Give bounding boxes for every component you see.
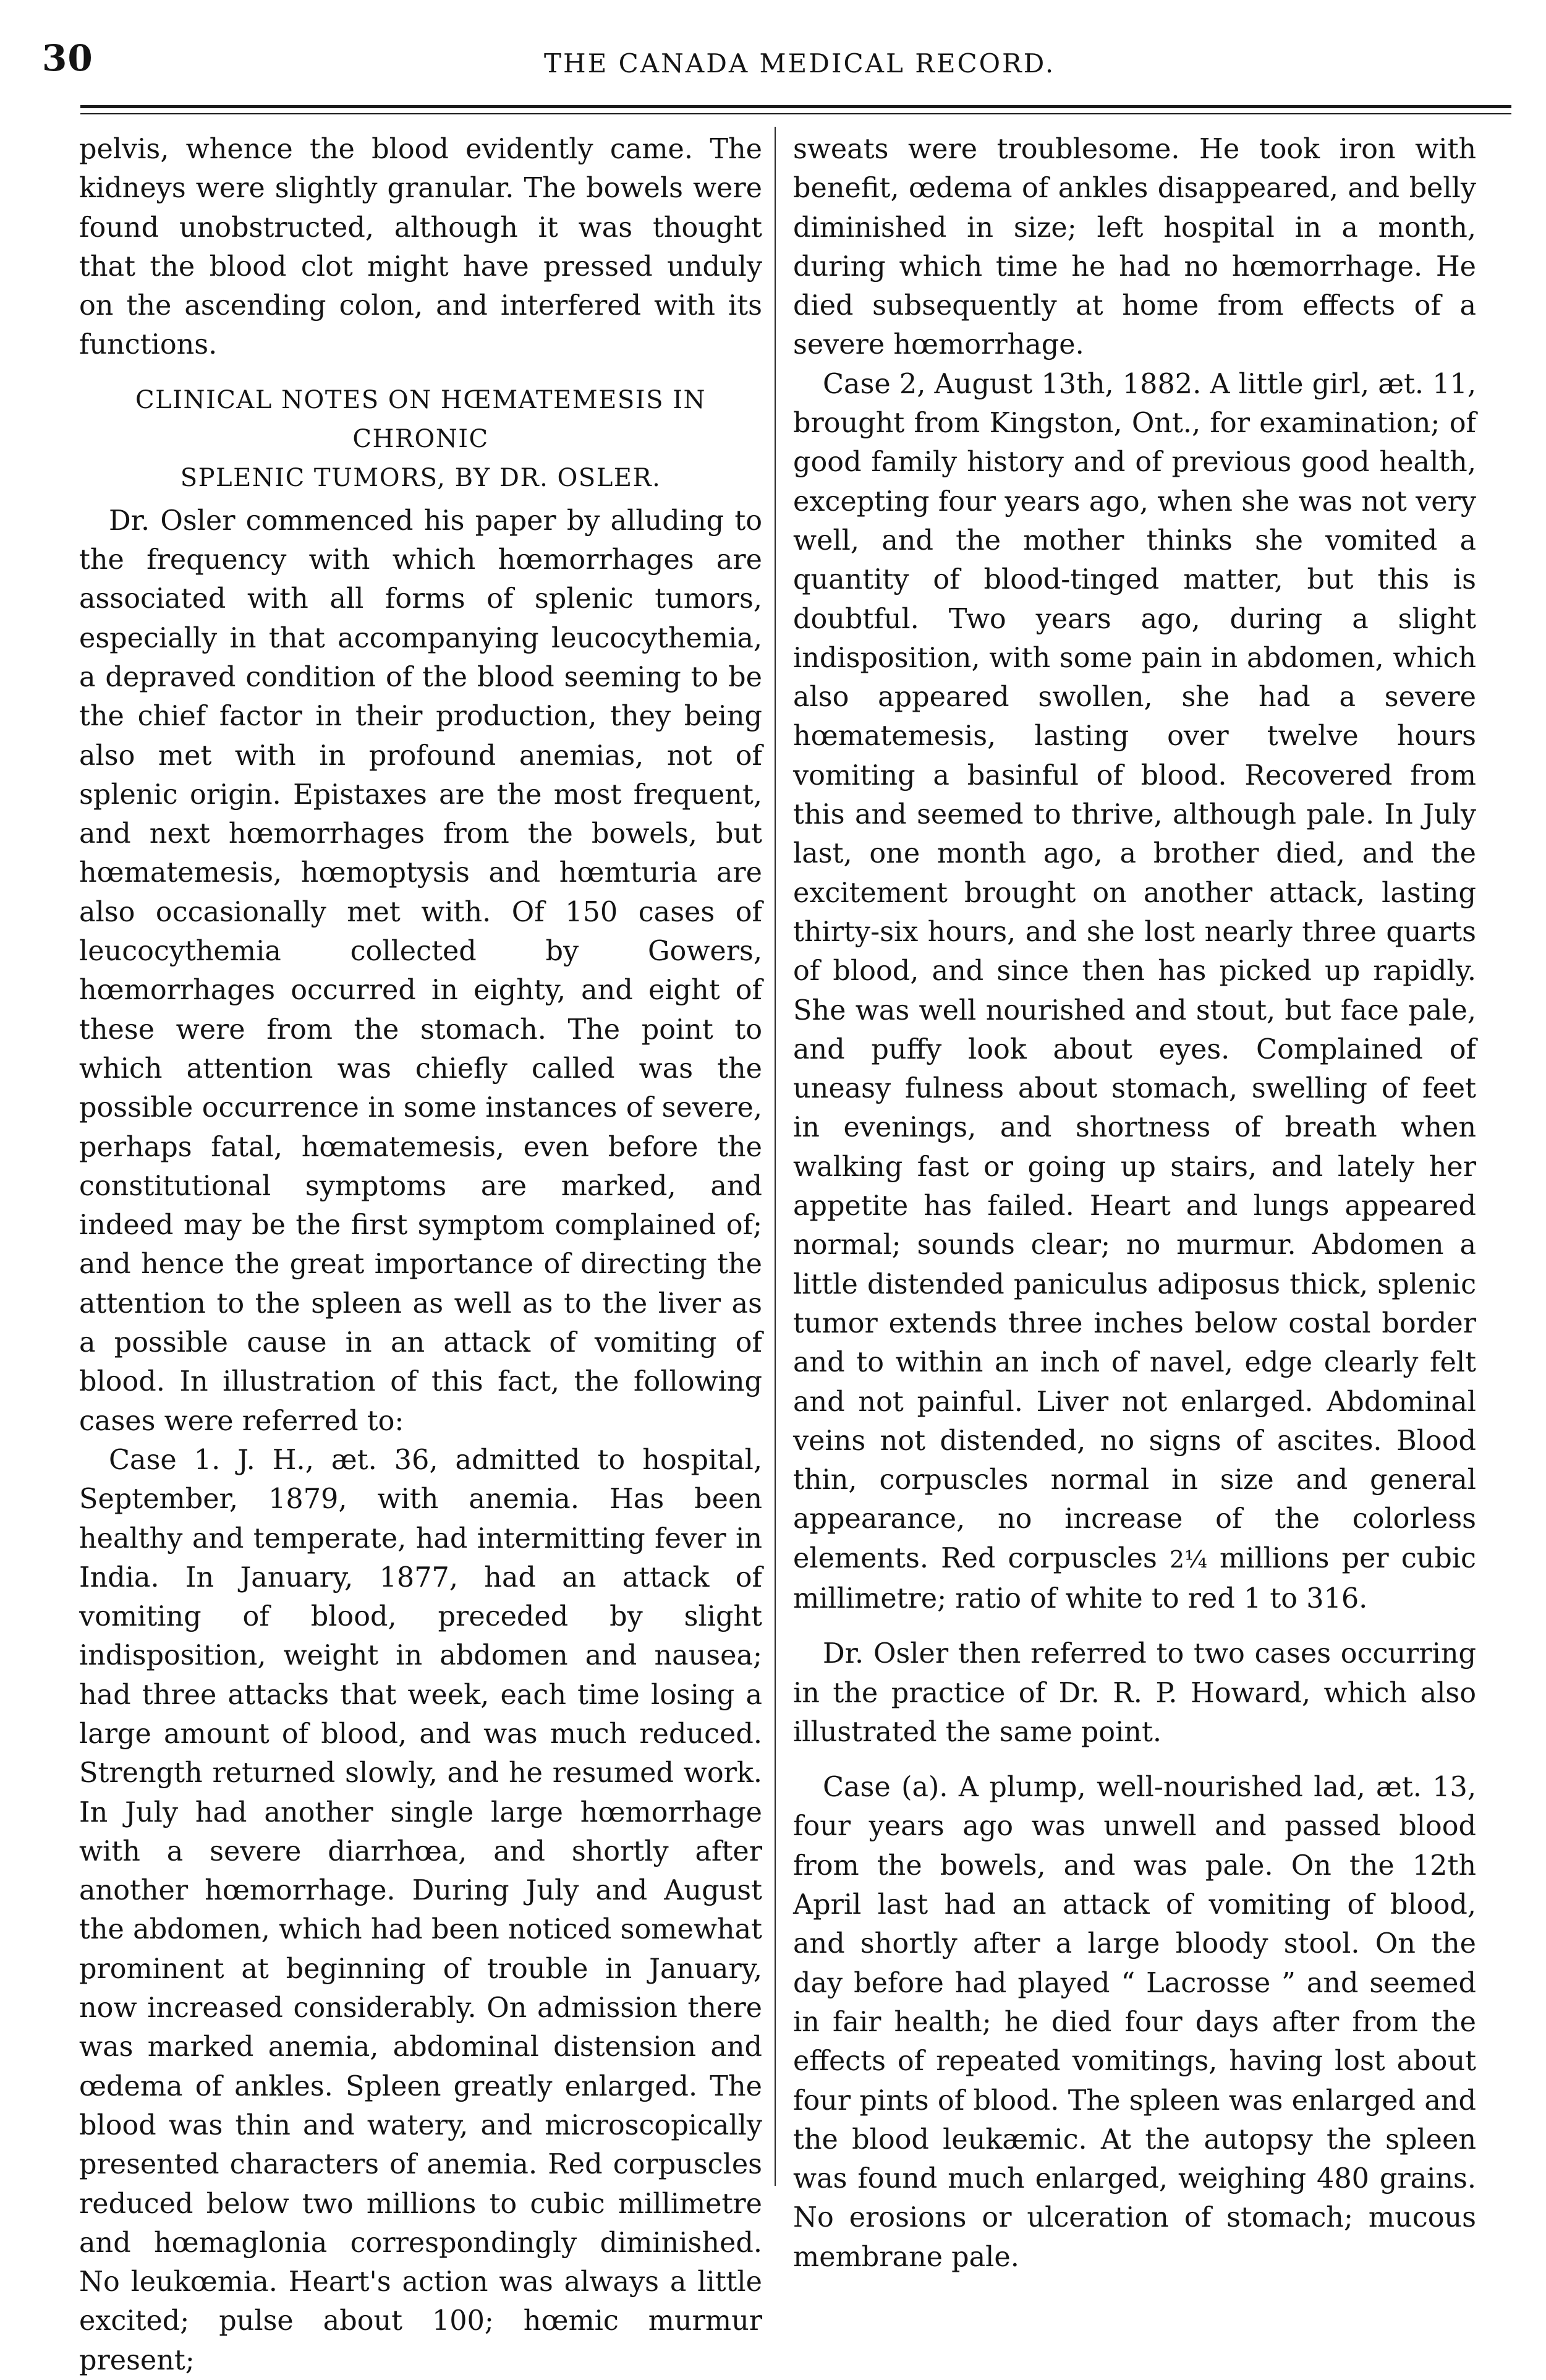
case-2-text-end: millions per cubic millimetre; ratio of white to red 1 to 316. (793, 1542, 1476, 1614)
paragraph-continued: pelvis, whence the blood evidently came. The kidneys were slightly granular. The bowels were found unobstructed, although it was thought that the blood clot might have pressed unduly on the ascending colon, and interfered with its functions. (79, 134, 762, 361)
case-2-text: Case 2, August 13th, 1882. A little girl, æt. 11, brought from Kingston, Ont., for examination; of good family history and of previous good health, excepting four years ago, when she was not very well, and the mother thinks she vomited a quantity of blood-tinged matter, but this is doubtful. Two years ago, during a slight indisposition, with some pain in abdomen, which also appeared swollen, she had a severe hœmatemesis, lasting over twelve hours vomiting a basinful of blood. Recovered from this and seemed to thrive, although pale. In July last, one month ago, a brother died, and the excitement brought on another attack, lasting thirty-six hours, and she lost nearly three quarts of blood, and since then has picked up rapidly. She was well nourished and stout, but face pale, and puffy look about eyes. Complained of uneasy fulness about stomach, swelling of feet in evenings, and shortness of breath when walking fast or going up stairs, and lately her appetite has failed. Heart and lungs appeared normal; sounds clear; no murmur. Abdomen a little distended paniculus adiposus thick, splenic tumor extends three inches below costal border and to within an inch of navel, edge clearly felt and not painful. Liver not enlarged. Abdominal veins not distended, no signs of ascites. Blood thin, corpuscles normal in size and general appearance, no increase of the colorless elements. Red corpuscles (793, 368, 1476, 1574)
header-rule-thick (80, 105, 1511, 108)
left-column (79, 130, 762, 2380)
page-number: 30 (42, 37, 93, 79)
running-head: THE CANADA MEDICAL RECORD. (544, 48, 1056, 79)
right-column (793, 130, 1476, 2277)
article-heading-line-2: SPLENIC TUMORS, BY DR. OSLER. (180, 463, 661, 492)
header-rule-thin (80, 113, 1511, 114)
paragraph-introduction: Dr. Osler commenced his paper by alluding to the frequency with which hœmorrhages are associated with all forms of splenic tumors, especially in that accompanying leucocythemia, a depraved condition of the blood seeming to be the chief factor in their production, they being also met with in profound anemias, not of splenic origin. Epistaxes are the most frequent, and next hœmorrhages from the bowels, but hœmatemesis, hœmoptysis and hœmturia are also occasionally met with. Of 150 cases of leucocythemia collected by Gowers, hœmorrhages occurred in eighty, and eight of these were from the stomach. The point to which attention was chiefly called was the possible occurrence in some instances of severe, perhaps fatal, hœmatemesis, even before the constitutional symptoms are marked, and indeed may be the first symptom complained of; and hence the great importance of directing the attention to the spleen as well as to the liver as a possible cause in an attack of vomiting of blood. In illustration of this fact, the following cases were referred to: (79, 505, 762, 1437)
article-heading-line-1: CLINICAL NOTES ON HŒMATEMESIS IN CHRONIC (135, 385, 707, 453)
paragraph-case-a: Case (a). A plump, well-nourished lad, æt. 13, four years ago was unwell and passed blood from the bowels, and was pale. On the 12th April last had an attack of vomiting of blood, and shortly after a large bloody stool. On the day before had played “ Lacrosse ” and seemed in fair health; he died four days after from the effects of repeated vomitings, having lost about four pints of blood. The spleen was enlarged and the blood leukæmic. At the autopsy the spleen was found much enlarged, weighing 480 grains. No erosions or ulceration of stomach; mucous membrane pale. (793, 1772, 1476, 2273)
article-heading (79, 381, 762, 498)
paragraph-case-1: Case 1. J. H., æt. 36, admitted to hospital, September, 1879, with anemia. Has been healthy and temperate, had intermitting fever in India. In January, 1877, had an attack of vomiting of blood, preceded by slight indisposition, weight in abdomen and nausea; had three attacks that week, each time losing a large amount of blood, and was much reduced. Strength returned slowly, and he resumed work. In July had another single large hœmorrhage with a severe diarrhœa, and shortly after another hœmorrhage. During July and August the abdomen, which had been noticed somewhat prominent at beginning of trouble in January, now increased considerably. On admission there was marked anemia, abdominal distension and œdema of ankles. Spleen greatly enlarged. The blood was thin and watery, and microscopically presented characters of anemia. Red corpuscles reduced below two millions to cubic millimetre and hœmaglonia correspondingly diminished. No leukœmia. Heart's action was always a little excited; pulse about 100; hœmic murmur present; (79, 1444, 762, 2376)
paragraph-case-2 (793, 365, 1476, 1619)
column-divider (775, 127, 776, 2186)
paragraph-howard-cases: Dr. Osler then referred to two cases occurring in the practice of Dr. R. P. Howard, which also illustrated the same point. (793, 1638, 1476, 1748)
paragraph-case-1-continued: sweats were troublesome. He took iron with benefit, œdema of ankles disappeared, and belly diminished in size; left hospital in a month, during which time he had no hœmorrhage. He died subsequently at home from effects of a severe hœmorrhage. (793, 134, 1476, 361)
corpuscle-count-fraction: 2¼ (1169, 1545, 1207, 1573)
